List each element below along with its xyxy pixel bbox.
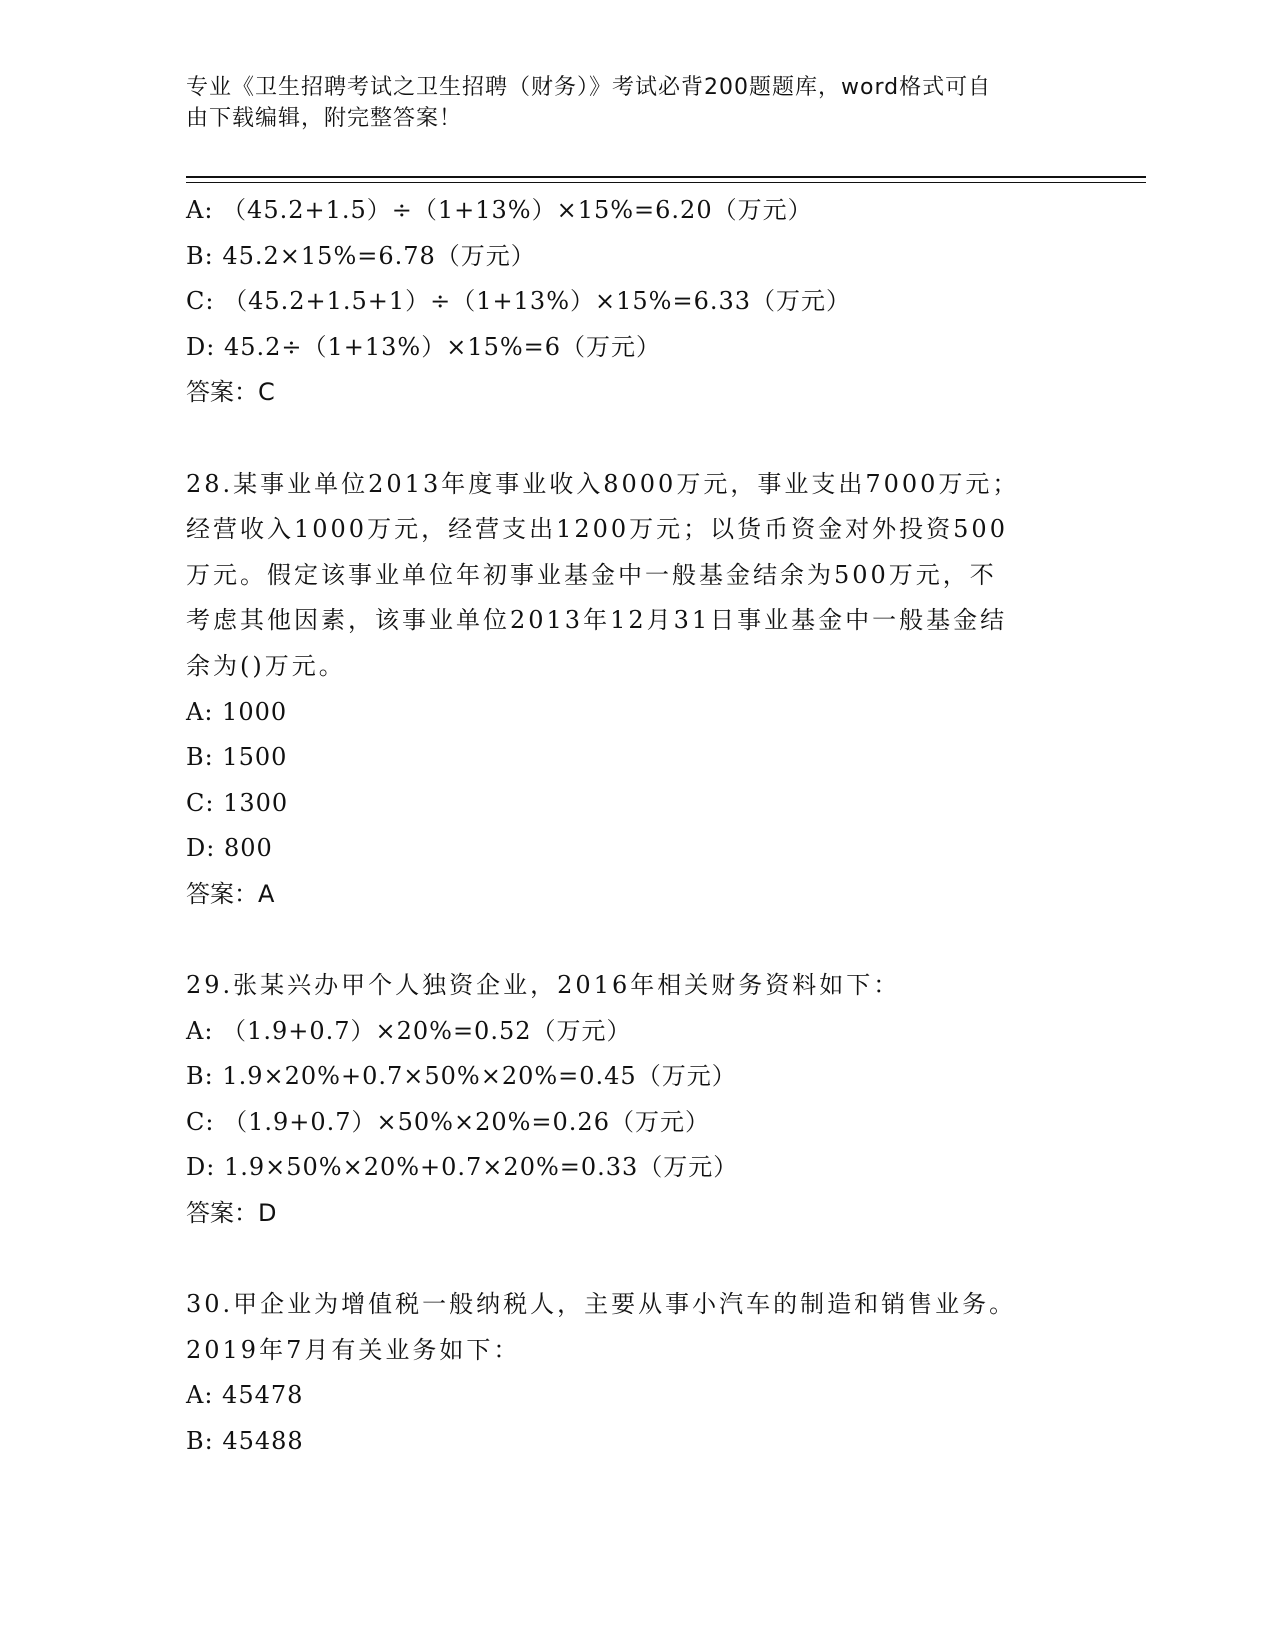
question-line: 考虑其他因素，该事业单位2013年12月31日事业基金中一般基金结: [186, 606, 1008, 635]
spacer: [186, 1237, 1086, 1283]
option-a: A: 1000: [186, 697, 288, 726]
header-line-2: 由下载编辑，附完整答案！: [186, 106, 463, 131]
question-line: 30.甲企业为增值税一般纳税人，主要从事小汽车的制造和销售业务。: [186, 1290, 1017, 1319]
question-block-29: [186, 963, 1086, 1237]
option-a: A: （45.2+1.5）÷（1+13%）×15%=6.20（万元）: [186, 196, 813, 224]
option-d: D: 1.9×50%×20%+0.7×20%=0.33（万元）: [186, 1153, 739, 1182]
option-b: B: 1.9×20%+0.7×50%×20%=0.45（万元）: [186, 1062, 737, 1091]
question-line: 2019年7月有关业务如下：: [186, 1335, 521, 1364]
question-text: [186, 1282, 1086, 1373]
header-rule-thin: [186, 182, 1146, 183]
question-line: 余为()万元。: [186, 651, 346, 680]
question-block-27: [186, 188, 1086, 416]
option-d: D: 800: [186, 834, 273, 863]
option-c: C: 1300: [186, 788, 289, 817]
option-b: B: 1500: [186, 743, 288, 772]
header-line-1: 专业《卫生招聘考试之卫生招聘（财务）》考试必背200题题库，word格式可自: [186, 75, 992, 100]
option-c: C: （45.2+1.5+1）÷（1+13%）×15%=6.33（万元）: [186, 287, 852, 316]
option-d: D: 45.2÷（1+13%）×15%=6（万元）: [186, 332, 662, 361]
spacer: [186, 416, 1086, 462]
option-a: A: （1.9+0.7）×20%=0.52（万元）: [186, 1016, 632, 1045]
header-rule-thick: [186, 176, 1146, 178]
page-header: [186, 72, 1066, 134]
option-c: C: （1.9+0.7）×50%×20%=0.26（万元）: [186, 1107, 710, 1136]
answer-line: 答案：C: [186, 378, 275, 407]
question-list: [186, 188, 1086, 1465]
answer-line: 答案：D: [186, 1199, 277, 1228]
question-text: [186, 462, 1086, 690]
question-text: [186, 963, 1086, 1009]
question-line: 29.张某兴办甲个人独资企业，2016年相关财务资料如下：: [186, 971, 901, 1000]
option-a: A: 45478: [186, 1381, 304, 1410]
question-block-28: [186, 462, 1086, 918]
option-b: B: 45.2×15%=6.78（万元）: [186, 241, 536, 270]
question-block-30: [186, 1282, 1086, 1464]
answer-line: 答案：A: [186, 879, 275, 908]
question-line: 万元。假定该事业单位年初事业基金中一般基金结余为500万元，不: [186, 560, 997, 589]
question-line: 经营收入1000万元，经营支出1200万元；以货币资金对外投资500: [186, 515, 1008, 544]
option-b: B: 45488: [186, 1427, 304, 1456]
spacer: [186, 918, 1086, 964]
question-line: 28.某事业单位2013年度事业收入8000万元，事业支出7000万元；: [186, 469, 1020, 498]
